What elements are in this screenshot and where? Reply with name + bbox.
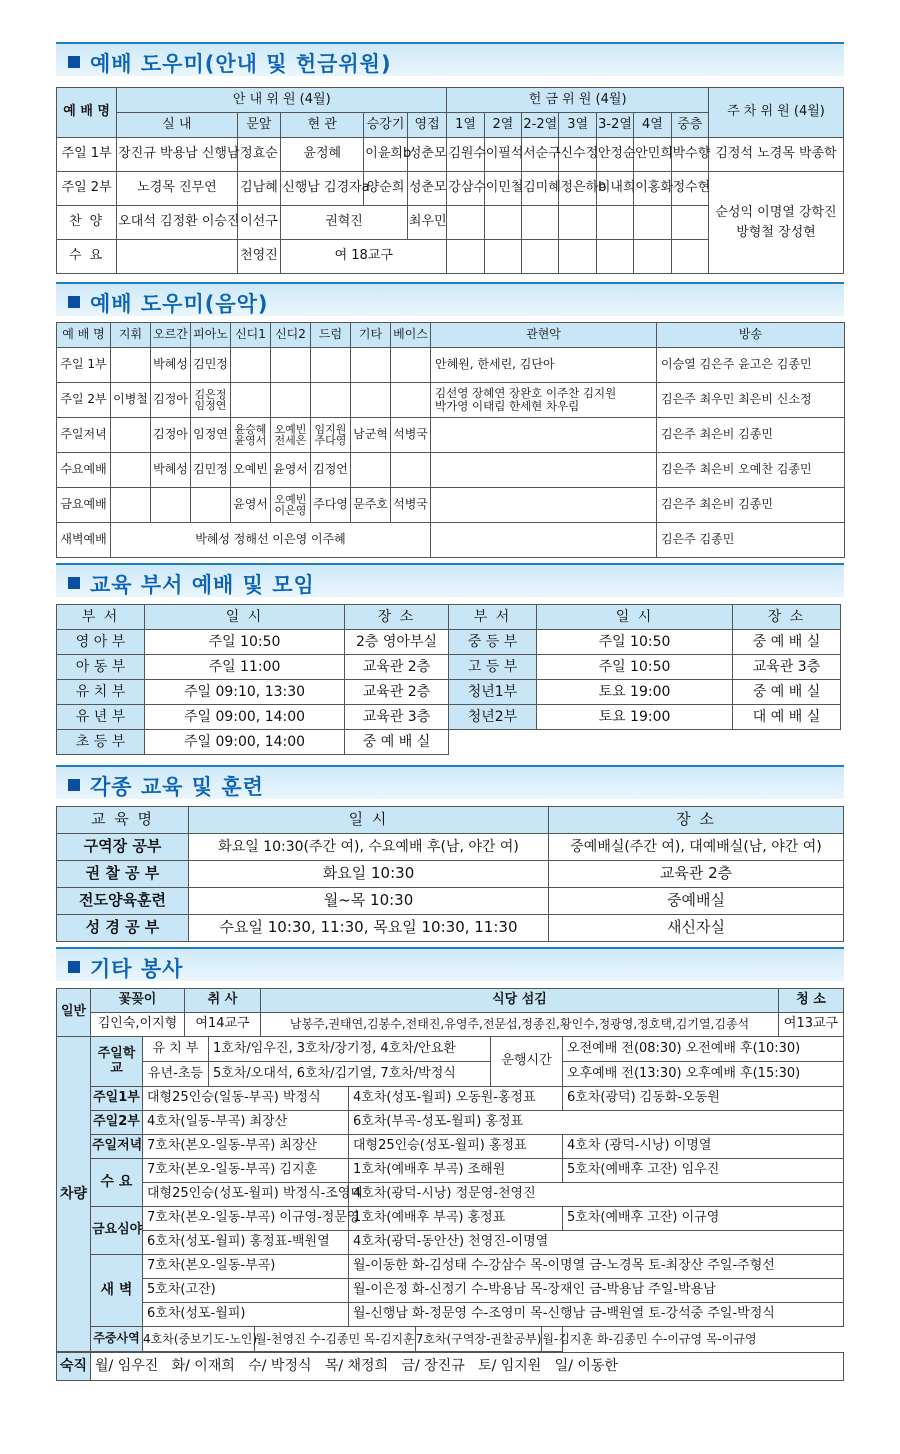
cell: 이내희 [596, 172, 633, 206]
orchestra-cell [431, 523, 657, 558]
vehicle-label: 차량 [57, 1037, 91, 1352]
cell: 4호차(광덕-동안산) 천영진-이명열 [349, 1231, 844, 1255]
cell: 중예배실 [549, 888, 844, 915]
cell: 5호차(고잔) [143, 1279, 349, 1303]
col-header: 신디1 [231, 323, 271, 348]
table-row [57, 1159, 844, 1183]
dept-label: 아 동 부 [57, 655, 145, 680]
cell: 4호차(일동-부곡) 최장산 [143, 1111, 349, 1135]
cell: 1호차(예배후 부곡) 홍정표 [349, 1207, 563, 1231]
col-header: 영접 [407, 113, 446, 138]
cell: 주일 09:10, 13:30 [145, 680, 345, 705]
cell: 석병국 [391, 418, 431, 453]
cell: 김민정 [191, 453, 231, 488]
cell: 여14교구 [185, 1013, 261, 1037]
course-label: 권 찰 공 부 [57, 861, 189, 888]
square-bullet-icon [68, 296, 80, 308]
cell: 장진규 박용남 신행남 [117, 138, 237, 172]
cell: 오예빈 이은영 [271, 488, 311, 523]
table-row [57, 655, 841, 680]
cell [111, 453, 151, 488]
cell [111, 418, 151, 453]
dept-label: 영 아 부 [57, 630, 145, 655]
cell: 4호차 (광덕-시낭) 이명열 [563, 1135, 844, 1159]
col-header: 일 시 [189, 807, 549, 834]
broadcast-cell: 김은주 최은비 오예찬 김종민 [657, 453, 845, 488]
course-label: 구역장 공부 [57, 834, 189, 861]
table-row [57, 1303, 844, 1327]
cell: 교육관 2층 [549, 861, 844, 888]
col-header: 3-2열 [596, 113, 633, 138]
cell: 주일 09:00, 14:00 [145, 730, 345, 755]
cell: 오예빈 [231, 453, 271, 488]
table-row [57, 1279, 844, 1303]
col-header: 취 사 [185, 989, 261, 1013]
table-row [57, 383, 845, 418]
col-header: 교 육 명 [57, 807, 189, 834]
cell: 4호차(중보기도-노인) [143, 1327, 255, 1351]
cell: 남봉주,권태연,김봉수,전태진,유영주,전문섭,정종진,황인수,정광영,정호택,김기열,김종석 [261, 1013, 779, 1037]
dept-label: 중 등 부 [449, 630, 537, 655]
table-row [57, 453, 845, 488]
education-dept-table [56, 604, 841, 755]
cell: 정수현 [671, 172, 708, 206]
cell: 이민철 [484, 172, 521, 206]
cell: 여13교구 [779, 1013, 844, 1037]
cell: 주일 10:50 [145, 630, 345, 655]
cell: 오대석 김정환 이승진 [117, 206, 237, 240]
col-header: 2-2열 [522, 113, 559, 138]
row-label: 주일 2부 [57, 383, 111, 418]
table-row [57, 348, 845, 383]
cell: 7호차(본오-일동-부곡) 김지훈 [143, 1159, 349, 1183]
cell: 여 18교구 [281, 240, 447, 274]
table-row [57, 705, 841, 730]
cell: 김정언 [311, 453, 351, 488]
training-table [56, 806, 844, 942]
cell: 화요일 10:30 [189, 861, 549, 888]
cell: 문주호 [351, 488, 391, 523]
col-header: 장 소 [549, 807, 844, 834]
table-row [57, 1013, 844, 1037]
cell: 토요 19:00 [537, 680, 733, 705]
square-bullet-icon [68, 577, 80, 589]
table-row [57, 1087, 844, 1111]
cell: 2층 영아부실 [345, 630, 449, 655]
table-row [57, 1231, 844, 1255]
col-header: 꽃꽂이 [91, 989, 185, 1013]
cell: 임정연 [191, 418, 231, 453]
table-row [57, 1255, 844, 1279]
row-label: 주일저녁 [91, 1135, 143, 1159]
cell: 성춘모 [407, 138, 446, 172]
row-label: 수 요 [91, 1159, 143, 1207]
cell: 안정순 [596, 138, 633, 172]
dept-label: 청년2부 [449, 705, 537, 730]
square-bullet-icon [68, 779, 80, 791]
row-label: 찬 양 [57, 206, 117, 240]
section-header-education-dept [56, 563, 844, 597]
header-offering: 헌 금 위 원 (4월) [447, 88, 709, 113]
cell [117, 240, 237, 274]
cell: 월-김지훈 화-김종민 수-이규영 목-이규영 [542, 1332, 757, 1346]
row-label: 금요예배 [57, 488, 111, 523]
broadcast-cell: 김은주 최우민 최은비 신소정 [657, 383, 845, 418]
cell: 주일 10:50 [537, 630, 733, 655]
dept-label: 유 년 부 [57, 705, 145, 730]
cell: 김정석 노경목 박종학 [708, 138, 843, 172]
cell: 6호차(성포-월피) [143, 1303, 349, 1327]
cell: 김남혜 [237, 172, 281, 206]
parking-cell [708, 172, 843, 274]
col-header: 일 시 [145, 605, 345, 630]
table-row [57, 488, 845, 523]
cell: 주일 10:50 [537, 655, 733, 680]
cell: 화요일 10:30(주간 여), 수요예배 후(남, 야간 여) [189, 834, 549, 861]
table-row [57, 172, 844, 206]
table-row [57, 888, 844, 915]
cell: 이윤희b [364, 138, 408, 172]
table-row [57, 834, 844, 861]
cell: 윤영서 [271, 453, 311, 488]
parking-line: 순성익 이명열 강학진 [715, 205, 837, 220]
table-row [57, 418, 845, 453]
dept-label: 유 치 부 [57, 680, 145, 705]
dept-label: 고 등 부 [449, 655, 537, 680]
cell: 7호차(본오-일동-부곡) 이규영-정문영 [143, 1207, 349, 1231]
cell: 이선구 [237, 206, 281, 240]
cell: 신수정 [559, 138, 596, 172]
row-label: 주일 1부 [57, 348, 111, 383]
general-label: 일반 [57, 989, 91, 1037]
col-header: 2열 [484, 113, 521, 138]
broadcast-cell: 김은주 최은비 김종민 [657, 418, 845, 453]
col-header: 부 서 [57, 605, 145, 630]
cell: 안민희 [634, 138, 671, 172]
cell: 중 예 배 실 [733, 680, 841, 705]
night-duty-label: 숙직 [57, 1353, 91, 1381]
col-header: 4열 [634, 113, 671, 138]
cell: 남군혁 [351, 418, 391, 453]
sub-label: 유 치 부 [143, 1037, 209, 1062]
section-title: 예배 도우미(안내 및 헌금위원) [90, 52, 392, 76]
orchestra-cell [431, 418, 657, 453]
cell: 이홍화 [634, 172, 671, 206]
col-header: 1열 [447, 113, 484, 138]
section-title: 예배 도우미(음악) [90, 292, 269, 316]
orchestra-cell [431, 488, 657, 523]
cell: 7호차(본오-일동-부곡) [143, 1255, 349, 1279]
orchestra-cell: 안혜원, 한세린, 김단아 [431, 348, 657, 383]
dept-label: 초 등 부 [57, 730, 145, 755]
cell: 김은정 임정연 [191, 383, 231, 418]
section-header-training [56, 765, 844, 799]
col-header: 드럼 [311, 323, 351, 348]
cell: 1호차/임우진, 3호차/장기정, 4호차/안요환 [209, 1037, 491, 1062]
row-label: 주일2부 [91, 1111, 143, 1135]
course-label: 성 경 공 부 [57, 915, 189, 942]
cell: 석병국 [391, 488, 431, 523]
optime-label: 운행시간 [491, 1037, 563, 1087]
col-header: 방송 [657, 323, 845, 348]
broadcast-cell: 김은주 최은비 김종민 [657, 488, 845, 523]
section-header-ushers [56, 42, 844, 76]
cell: 서순구 [522, 138, 559, 172]
cell: 강삼수 [447, 172, 484, 206]
course-label: 전도양육훈련 [57, 888, 189, 915]
cell: 7호차(본오-일동-부곡) 최장산 [143, 1135, 349, 1159]
cell: 주다영 [311, 488, 351, 523]
col-header: 현 관 [281, 113, 364, 138]
cell: 김정아 [151, 383, 191, 418]
col-header: 중층 [671, 113, 708, 138]
header-service: 예 배 명 [57, 88, 117, 138]
table-row [57, 523, 845, 558]
cell: 월-천영진 수-김종민 목-김지훈 [255, 1327, 416, 1351]
table-row [57, 1111, 844, 1135]
col-header: 오르간 [151, 323, 191, 348]
cell: 김민정 [191, 348, 231, 383]
table-row [57, 1207, 844, 1231]
cell: 4호차(광덕-시낭) 정문영-천영진 [349, 1183, 844, 1207]
row-label: 새 벽 [91, 1255, 143, 1327]
section-header-other-service [56, 947, 844, 981]
col-header: 신디2 [271, 323, 311, 348]
cell: 이필석 [484, 138, 521, 172]
cell: 오후예배 전(13:30) 오후예배 후(15:30) [563, 1062, 844, 1087]
cell: 권혁진 [281, 206, 408, 240]
section-header-music [56, 282, 844, 316]
cell: 성춘모 [407, 172, 446, 206]
col-header: 피아노 [191, 323, 231, 348]
cell: 교육관 2층 [345, 655, 449, 680]
square-bullet-icon [68, 56, 80, 68]
dept-label: 청년1부 [449, 680, 537, 705]
cell: 양순희 [364, 172, 408, 206]
cell: 박혜성 정해선 이은영 이주혜 [111, 523, 431, 558]
cell: 월-이은정 화-신정기 수-박용남 목-장재인 금-박용남 주일-박용남 [349, 1279, 844, 1303]
cell: 대 예 배 실 [733, 705, 841, 730]
night-duty-table [56, 1352, 844, 1381]
orchestra-line: 박가영 이태림 한세현 차우림 [435, 399, 580, 413]
section-title: 기타 봉사 [90, 957, 184, 981]
section-title: 각종 교육 및 훈련 [90, 775, 264, 799]
cell: 김미혜 [522, 172, 559, 206]
cell: 박혜성 [151, 453, 191, 488]
broadcast-cell: 김은주 김종민 [657, 523, 845, 558]
cell: 6호차(부곡-성포-월피) 홍정표 [349, 1111, 844, 1135]
cell: 6호차(광덕) 김동화-오동원 [563, 1087, 844, 1111]
cell: 오전예배 전(08:30) 오전예배 후(10:30) [563, 1037, 844, 1062]
col-header: 지휘 [111, 323, 151, 348]
col-header: 실 내 [117, 113, 237, 138]
cell: 수요일 10:30, 11:30, 목요일 10:30, 11:30 [189, 915, 549, 942]
cell: 김원수 [447, 138, 484, 172]
cell: 윤승혜 윤영서 [231, 418, 271, 453]
cell: 5호차/오대석, 6호차/김기열, 7호차/박정식 [209, 1062, 491, 1087]
cell: 6호차(성포-월피) 홍정표-백원열 [143, 1231, 349, 1255]
table-row [57, 680, 841, 705]
cell: 중 예 배 실 [345, 730, 449, 755]
cell: 신행남 김경자a [281, 172, 364, 206]
col-header: 문앞 [237, 113, 281, 138]
cell: 새신자실 [549, 915, 844, 942]
cell: 교육관 2층 [345, 680, 449, 705]
cell: 김정아 [151, 418, 191, 453]
col-header: 승강기 [364, 113, 408, 138]
orchestra-line: 김선영 장혜연 장완호 이주찬 김지원 [435, 386, 617, 401]
table-row [57, 138, 844, 172]
vehicle-table [56, 1036, 844, 1352]
table-row [57, 1135, 844, 1159]
cell: 대형25인승(성포-월피) 박정식-조영미 [143, 1183, 349, 1207]
cell: 주일 11:00 [145, 655, 345, 680]
cell: 교육관 3층 [733, 655, 841, 680]
section-title: 교육 부서 예배 및 모임 [90, 573, 315, 597]
cell: 천영진 [237, 240, 281, 274]
sub-label: 유년-초등 [143, 1062, 209, 1087]
col-header: 기타 [351, 323, 391, 348]
table-row [57, 630, 841, 655]
col-header: 식당 섬김 [261, 989, 779, 1013]
cell: 월~목 10:30 [189, 888, 549, 915]
cell: 월-신행남 화-정문영 수-조영미 목-신행남 금-백원열 토-강석중 주일-박정식 [349, 1303, 844, 1327]
col-header: 3열 [559, 113, 596, 138]
cell: 월-이동한 화-김성태 수-강삼수 목-이명열 금-노경목 토-최장산 주일-주형선 [349, 1255, 844, 1279]
row-label: 수요예배 [57, 453, 111, 488]
cell: 교육관 3층 [345, 705, 449, 730]
orchestra-cell [431, 453, 657, 488]
school-label: 주일학교 [91, 1037, 143, 1087]
cell [111, 348, 151, 383]
row-label: 수 요 [57, 240, 117, 274]
cell: 월/ 임우진 화/ 이재희 수/ 박정식 목/ 채정희 금/ 장진규 토/ 임지원 일/ 이동한 [91, 1353, 844, 1381]
cell: 최우민 [407, 206, 446, 240]
cell: 이병철 [111, 383, 151, 418]
row-label: 새벽예배 [57, 523, 111, 558]
cell: 5호차(예배후 고잔) 이규영 [563, 1207, 844, 1231]
col-header: 청 소 [779, 989, 844, 1013]
header-guide: 안 내 위 원 (4월) [117, 88, 447, 113]
cell: 중예배실(주간 여), 대예배실(남, 야간 여) [549, 834, 844, 861]
row-label: 주일 2부 [57, 172, 117, 206]
cell: 박수향 [671, 138, 708, 172]
square-bullet-icon [68, 961, 80, 973]
table-row [57, 730, 841, 755]
cell: 대형25인승(일동-부곡) 박정식 [143, 1087, 349, 1111]
table-row [57, 1327, 844, 1352]
cell: 5호차(예배후 고잔) 임우진 [563, 1159, 844, 1183]
cell: 윤정혜 [281, 138, 364, 172]
col-header: 예 배 명 [57, 323, 111, 348]
cell: 정은하b [559, 172, 596, 206]
row-label: 주일1부 [91, 1087, 143, 1111]
row-label: 주일저녁 [57, 418, 111, 453]
cell: 김인숙,이지형 [91, 1013, 185, 1037]
col-header: 부 서 [449, 605, 537, 630]
cell: 오예빈 전세은 [271, 418, 311, 453]
cell: 노경목 진무연 [117, 172, 237, 206]
row-label: 주중사역 [91, 1327, 143, 1352]
orchestra-cell [431, 383, 657, 418]
ushers-table [56, 87, 844, 274]
broadcast-cell: 이승열 김은주 윤고은 김종민 [657, 348, 845, 383]
col-header: 일 시 [537, 605, 733, 630]
col-header: 장 소 [345, 605, 449, 630]
cell: 임지원 주다영 [311, 418, 351, 453]
cell: 윤영서 [231, 488, 271, 523]
parking-line: 방형철 장성현 [736, 224, 816, 240]
music-table [56, 322, 845, 558]
row-label: 주일 1부 [57, 138, 117, 172]
cell: 토요 19:00 [537, 705, 733, 730]
midweek-cell [143, 1327, 757, 1352]
cell: 정효순 [237, 138, 281, 172]
cell: 주일 09:00, 14:00 [145, 705, 345, 730]
cell: 7호차(구역장-권찰공부) [416, 1327, 543, 1351]
row-label: 금요심야 [91, 1207, 143, 1255]
cell: 대형25인승(성포-월피) 홍정표 [349, 1135, 563, 1159]
col-header: 관현악 [431, 323, 657, 348]
general-service-table [56, 988, 844, 1037]
col-header: 베이스 [391, 323, 431, 348]
table-row [57, 861, 844, 888]
col-header: 장 소 [733, 605, 841, 630]
header-parking: 주 차 위 원 (4월) [708, 88, 843, 138]
cell: 중 예 배 실 [733, 630, 841, 655]
cell: 박혜성 [151, 348, 191, 383]
table-row [57, 915, 844, 942]
cell: 4호차(성포-월피) 오동원-홍정표 [349, 1087, 563, 1111]
cell: 1호차(예배후 부곡) 조해원 [349, 1159, 563, 1183]
table-row [57, 1183, 844, 1207]
